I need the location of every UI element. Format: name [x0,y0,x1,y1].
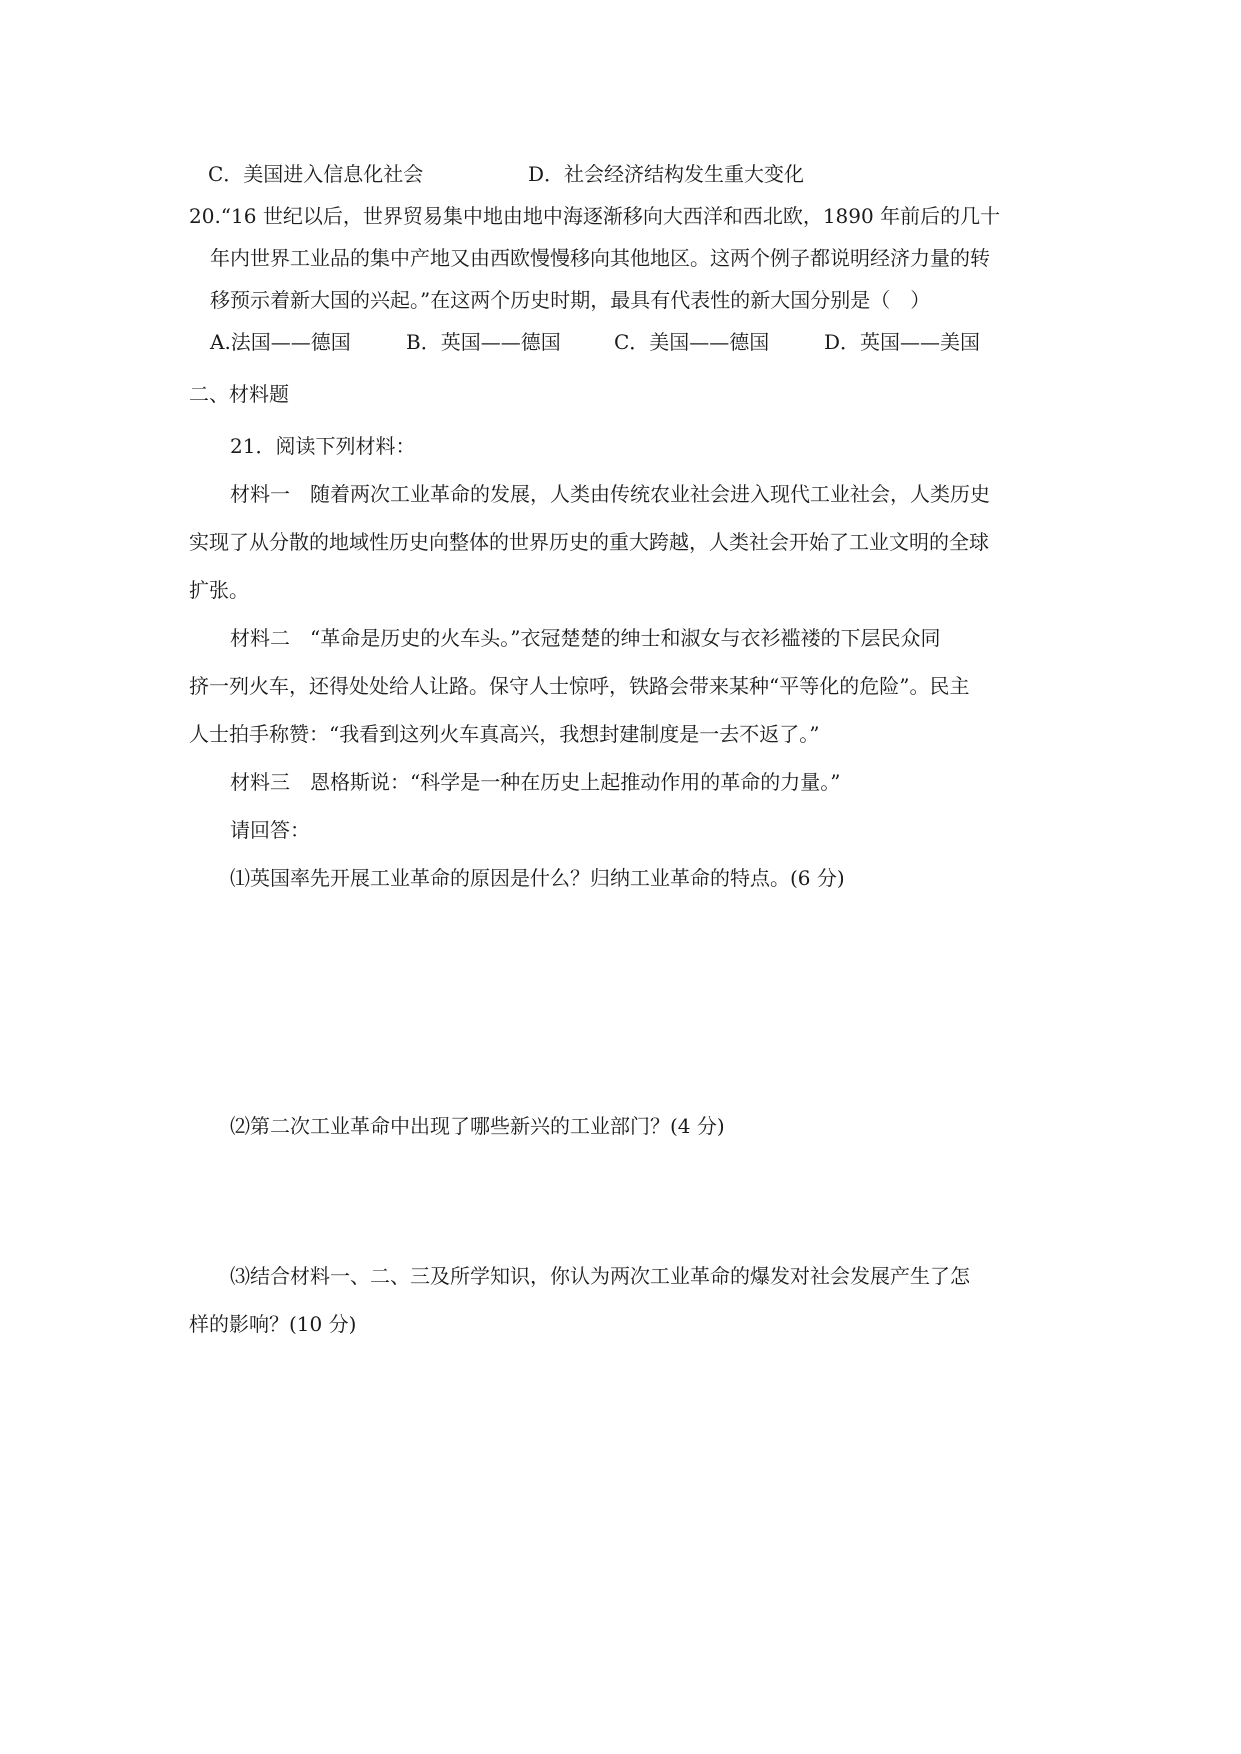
sub-question-3-line2: 样的影响？(10 分) [189,1312,357,1336]
q20-option-a: A.法国——德国 [210,330,351,354]
material2-line2: 挤一列火车，还得处处给人让路。保守人士惊呼，铁路会带来某种“平等化的危险”。民主 [189,674,970,698]
q20-stem-line2: 年内世界工业品的集中产地又由西欧慢慢移向其他地区。这两个例子都说明经济力量的转 [210,246,990,270]
material2-line1: 材料二 “革命是历史的火车头。”衣冠楚楚的绅士和淑女与衣衫褴褛的下层民众同 [230,626,941,650]
material3-line1: 材料三 恩格斯说：“科学是一种在历史上起推动作用的革命的力量。” [230,770,841,794]
q19-option-c: C．美国进入信息化社会 [208,162,424,186]
q20-option-d: D．英国——美国 [824,330,981,354]
sub-question-3-line1: ⑶结合材料一、二、三及所学知识，你认为两次工业革命的爆发对社会发展产生了怎 [230,1264,970,1288]
q20-stem-line1: 20.“16 世纪以后，世界贸易集中地由地中海逐渐移向大西洋和西北欧，1890 年前后的几十 [189,204,1001,228]
q21-intro: 21．阅读下列材料： [230,434,416,458]
q20-option-c: C．美国——德国 [614,330,770,354]
q20-stem-line3: 移预示着新大国的兴起。”在这两个历史时期，最具有代表性的新大国分别是（ ） [210,288,931,312]
material1-line2: 实现了从分散的地域性历史向整体的世界历史的重大跨越，人类社会开始了工业文明的全球 [189,530,989,554]
sub-question-2: ⑵第二次工业革命中出现了哪些新兴的工业部门？(4 分) [230,1114,725,1138]
q19-options [208,160,423,188]
sub-question-1: ⑴英国率先开展工业革命的原因是什么？归纳工业革命的特点。(6 分) [230,866,845,890]
section-heading: 二、材料题 [189,382,289,406]
q19-option-d: D．社会经济结构发生重大变化 [528,162,805,186]
q20-option-b: B．英国——德国 [406,330,561,354]
material1-line1: 材料一 随着两次工业革命的发展，人类由传统农业社会进入现代工业社会，人类历史 [230,482,990,506]
material2-line3: 人士拍手称赞：“我看到这列火车真高兴，我想封建制度是一去不返了。” [189,722,820,746]
material1-line3: 扩张。 [189,578,249,602]
answer-prompt: 请回答： [230,818,310,842]
